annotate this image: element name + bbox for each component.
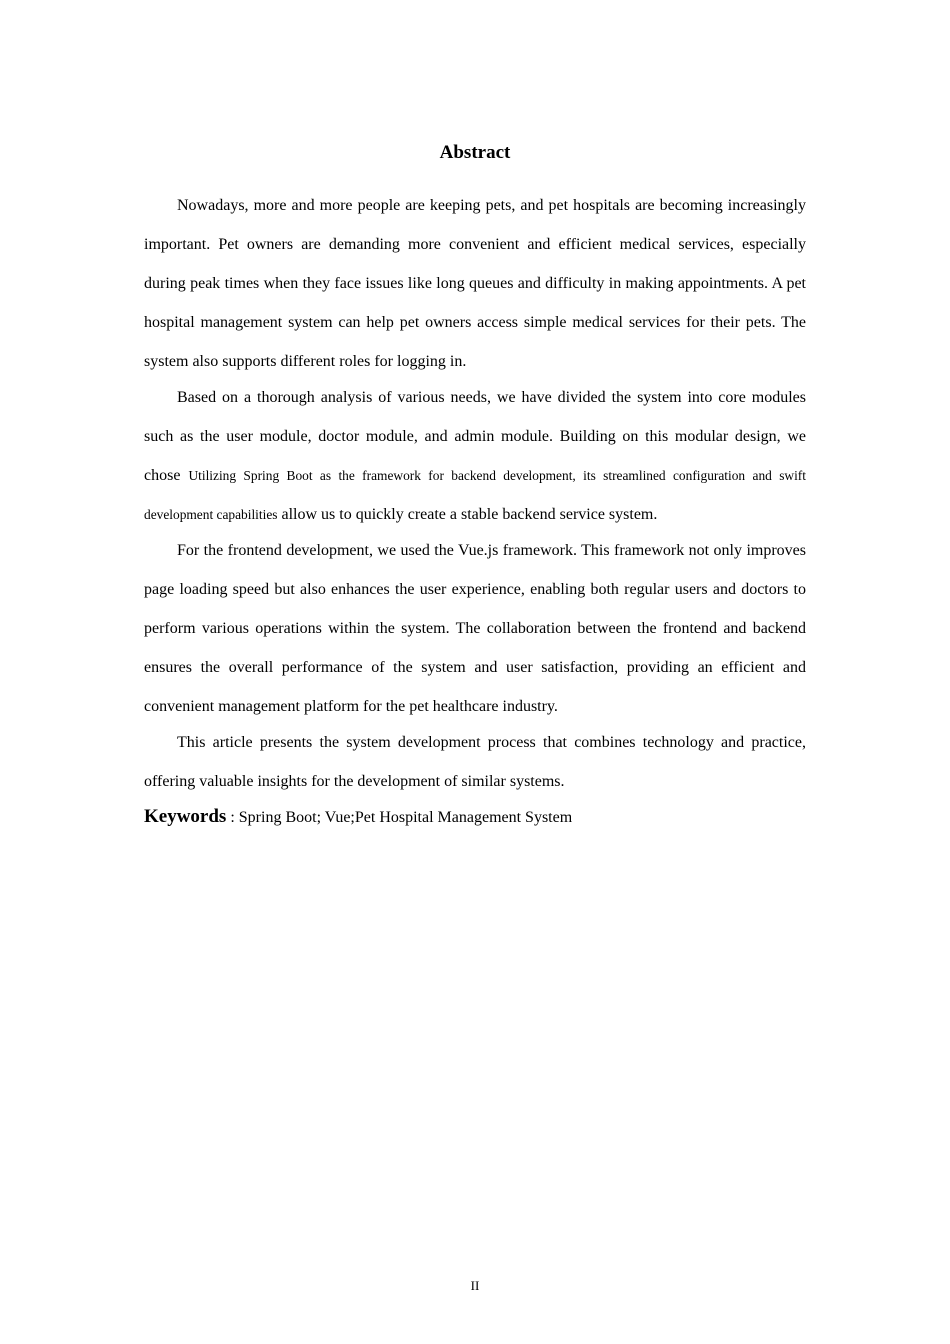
- keywords-separator: :: [226, 809, 239, 826]
- abstract-paragraph: For the frontend development, we used the Vue.js framework. This framework not only improves page loading speed but also enhances the user experience, enabling both regular users and doctors to perform various operations within the system. The collaboration between the frontend and backend ensures the overall performance of the system and user satisfaction, providing an efficient and convenient management platform for the pet healthcare industry.: [144, 542, 806, 715]
- abstract-paragraph: Nowadays, more and more people are keeping pets, and pet hospitals are becoming increasingly important. Pet owners are demanding more convenient and efficient medical services, especially during peak times when they face issues like long queues and difficulty in making appointments. A pet hospital management system can help pet owners access simple medical services for their pets. The system also supports different roles for logging in.: [144, 197, 806, 370]
- abstract-body: [144, 186, 806, 830]
- keywords-label: Keywords: [144, 806, 227, 827]
- keywords-line: [144, 805, 806, 830]
- keywords-list: Spring Boot; Vue;Pet Hospital Management System: [238, 809, 573, 826]
- abstract-paragraph: This article presents the system development process that combines technology and practice, offering valuable insights for the development of similar systems.: [144, 734, 806, 790]
- paragraph-text-small: Utilizing Spring Boot as the framework for backend development, its streamlined configuration and swift development capabilities: [144, 468, 806, 522]
- paragraph-text: Based on a thorough analysis of various needs, we have divided the system into core modules such as the user module, doctor module, and admin module. Building on this modular design, we chose: [144, 389, 806, 484]
- abstract-paragraph: [144, 378, 806, 534]
- page-number: II: [470, 1278, 480, 1293]
- abstract-title: Abstract: [439, 142, 511, 163]
- paragraph-text: allow us to quickly create a stable backend service system.: [277, 506, 658, 523]
